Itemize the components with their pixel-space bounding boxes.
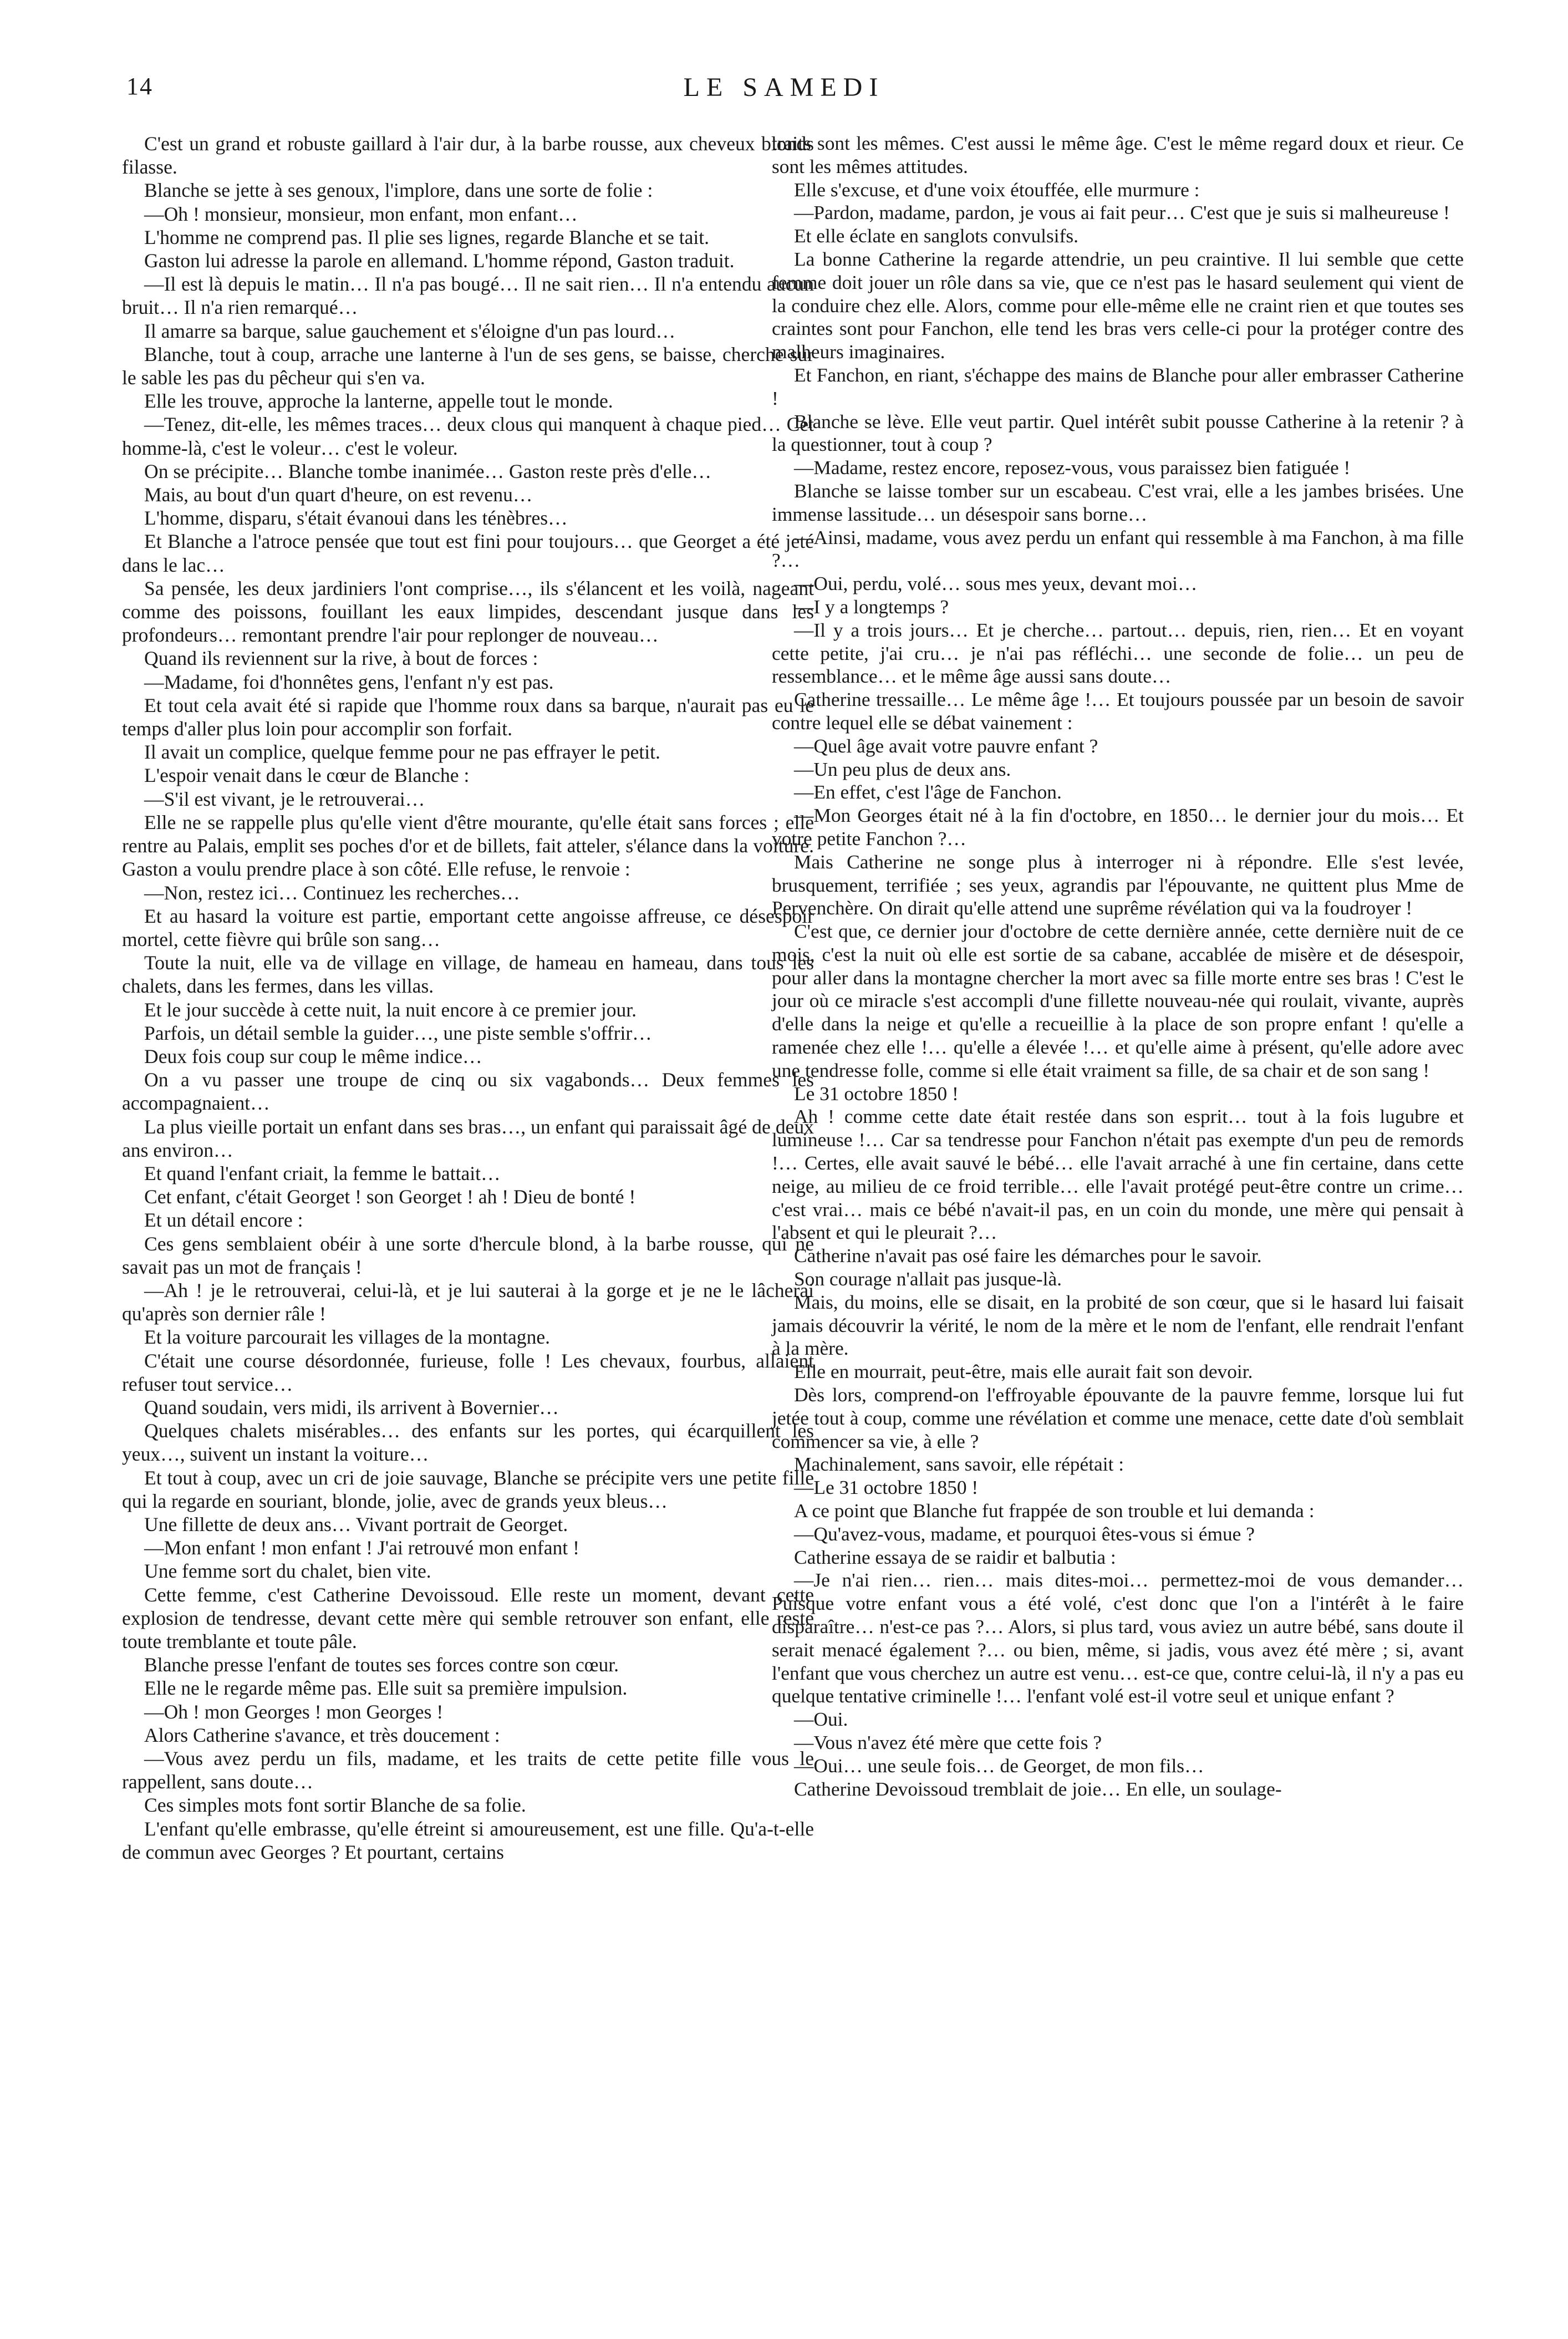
paragraph: Il amarre sa barque, salue gauchement et s'éloigne d'un pas lourd… [144,319,676,342]
paragraph: —S'il est vivant, je le retrouverai… [144,787,425,810]
paragraph: Son courage n'allait pas jusque-là. [794,1268,1062,1290]
paragraph: Elle ne le regarde même pas. Elle suit sa première impulsion. [144,1677,628,1700]
paragraph: —Non, restez ici… Continuez les recherches… [144,881,520,904]
paragraph: traits sont les mêmes. C'est aussi le même âge. C'est le même regard doux et rieur. Ce sont les mêmes attitudes. [772,132,1464,177]
paragraph: Et la voiture parcourait les villages de la montagne. [144,1326,551,1349]
paragraph: —Qu'avez-vous, madame, et pourquoi êtes-vous si émue ? [794,1522,1255,1545]
paragraph: —Je n'ai rien… rien… mais dites-moi… permettez-moi de vous demander… Puisque votre enfant vous a été volé, c'est donc que l'on a l'intérêt à le faire disparaître… n'est-ce pas ?… Alors, si plus tard, vous aviez un autre bébé, sans doute il serait menacé également ?… ou bien, même, si jadis, vous avez été mère ; si, avant l'enfant que vous cherchez un autre est venu… est-ce que, contre celui-là, il n'y a pas eu quelque tentative criminelle !… l'enfant volé est-il votre seul et unique enfant ? [772,1569,1464,1707]
paragraph: Mais Catherine ne songe plus à interroger ni à répondre. Elle s'est levée, brusquement, terrifiée ; ses yeux, agrandis par l'épouvante, ne quittent plus Mme de Pervenchère. On dirait qu'elle attend une suprême révélation qui va la foudroyer ! [772,850,1464,919]
paragraph: Et au hasard la voiture est partie, emportant cette angoisse affreuse, ce désespoir mortel, cette fièvre qui brûle son sang… [122,904,814,950]
paragraph: Elle ne se rappelle plus qu'elle vient d'être mourante, qu'elle était sans forces ; elle rentre au Palais, emplit ses poches d'or et de billets, fait atteler, s'élance dans la voiture. Gaston a voulu prendre place à son côté. Elle refuse, le renvoie : [122,811,814,881]
paragraph: Une femme sort du chalet, bien vite. [144,1560,431,1583]
paragraph: Ces gens semblaient obéir à une sorte d'hercule blond, à la barbe rousse, qui ne savait pas un mot de français ! [122,1232,814,1278]
paragraph: L'homme, disparu, s'était évanoui dans les ténèbres… [144,507,568,530]
paragraph: Mais, au bout d'un quart d'heure, on est revenu… [144,484,533,506]
paragraph: Et Blanche a l'atroce pensée que tout est fini pour toujours… que Georget a été jeté dans le lac… [122,530,814,576]
paragraph: Quand soudain, vers midi, ils arrivent à Bovernier… [144,1396,559,1418]
paragraph: Catherine essaya de se raidir et balbutia : [794,1545,1116,1568]
paragraph: Cette femme, c'est Catherine Devoissoud. Elle reste un moment, devant cette explosion de tendresse, devant cette mère qui semble retrouver son enfant, elle reste toute tremblante et toute pâle. [122,1583,814,1652]
paragraph: —Tenez, dit-elle, les mêmes traces… deux clous qui manquent à chaque pied… Cet homme-là, c'est le voleur… c'est le voleur. [122,413,814,459]
paragraph: Dès lors, comprend-on l'effroyable épouvante de la pauvre femme, lorsque lui fut jetée tout à coup, comme une révélation et comme une menace, cette date d'où semblait commencer sa vie, à elle ? [772,1384,1464,1452]
paragraph: Parfois, un détail semble la guider…, une piste semble s'offrir… [144,1021,652,1044]
paragraph: —Quel âge avait votre pauvre enfant ? [794,734,1098,757]
paragraph: Gaston lui adresse la parole en allemand. L'homme répond, Gaston traduit. [144,250,735,272]
paragraph: Il avait un complice, quelque femme pour ne pas effrayer le petit. [144,741,660,764]
paragraph: Blanche se laisse tomber sur un escabeau. C'est vrai, elle a les jambes brisées. Une immense lassitude… un désespoir sans borne… [772,479,1464,525]
paragraph: —Mon enfant ! mon enfant ! J'ai retrouvé mon enfant ! [144,1537,579,1559]
paragraph: A ce point que Blanche fut frappée de son trouble et lui demanda : [794,1499,1315,1522]
page-number: 14 [126,73,153,100]
paragraph: —Ah ! je le retrouverai, celui-là, et je lui sauterai à la gorge et je ne le lâcherai qu'après son dernier râle ! [122,1279,814,1325]
paragraph: —Oui. [794,1708,848,1731]
paragraph: Et elle éclate en sanglots convulsifs. [794,225,1079,247]
paragraph: —Oui… une seule fois… de Georget, de mon fils… [794,1754,1204,1777]
paragraph: Blanche, tout à coup, arrache une lanterne à l'un de ses gens, se baisse, cherche sur le sable les pas du pêcheur qui s'en va. [122,343,814,389]
paragraph: —Oh ! monsieur, monsieur, mon enfant, mon enfant… [144,202,578,225]
paragraph: Et tout à coup, avec un cri de joie sauvage, Blanche se précipite vers une petite fille qui la regarde en souriant, blonde, jolie, avec de grands yeux bleus… [122,1466,814,1512]
paragraph: Machinalement, sans savoir, elle répétait : [794,1453,1124,1476]
paragraph: Elle les trouve, approche la lanterne, appelle tout le monde. [144,390,613,413]
paragraph: Et tout cela avait été si rapide que l'homme roux dans sa barque, n'aurait pas eu le temps d'aller plus loin pour accomplir son forfait. [122,694,814,740]
paragraph: C'est un grand et robuste gaillard à l'air dur, à la barbe rousse, aux cheveux blonds filasse. [122,133,814,179]
paragraph: —Mon Georges était né à la fin d'octobre, en 1850… le dernier jour du mois… Et votre petite Fanchon ?… [772,804,1464,850]
paragraph: —Oh ! mon Georges ! mon Georges ! [144,1700,444,1723]
paragraph: Blanche se lève. Elle veut partir. Quel intérêt subit pousse Catherine à la retenir ? à la questionner, tout à coup ? [772,410,1464,456]
paragraph: —Ainsi, madame, vous avez perdu un enfant qui ressemble à ma Fanchon, à ma fille ?… [772,526,1464,572]
paragraph: Sa pensée, les deux jardiniers l'ont comprise…, ils s'élancent et les voilà, nageant comme des poissons, fouillant les eaux limpides, descendant jusque dans les profondeurs… remontant prendre l'air pour replonger de nouveau… [122,577,814,647]
paragraph: L'espoir venait dans le cœur de Blanche : [144,764,470,787]
paragraph: On a vu passer une troupe de cinq ou six vagabonds… Deux femmes les accompagnaient… [122,1069,814,1115]
paragraph: Et un détail encore : [144,1209,303,1232]
paragraph: On se précipite… Blanche tombe inanimée… Gaston reste près d'elle… [144,460,712,482]
paragraph: —Le 31 octobre 1850 ! [794,1476,979,1499]
paragraph: Et le jour succède à cette nuit, la nuit encore à ce premier jour. [144,998,637,1021]
right-column [772,132,1464,1801]
paragraph: —En effet, c'est l'âge de Fanchon. [794,781,1062,804]
paragraph: Quand ils reviennent sur la rive, à bout de forces : [144,647,538,670]
paragraph: Toute la nuit, elle va de village en village, de hameau en hameau, dans tous les chalets, dans les fermes, dans les villas. [122,952,814,998]
paragraph: Catherine Devoissoud tremblait de joie… En elle, un soulage- [794,1777,1282,1800]
paragraph: Ah ! comme cette date était restée dans son esprit… tout à la fois lugubre et lumineuse !… Car sa tendresse pour Fanchon n'était pas exempte d'un peu de remords !… Certes, elle avait sauvé le bébé… elle l'avait arraché à une fin certaine, dans cette neige, au milieu de ce froid terrible… elle l'avait protégé peut-être contre un crime… c'est vrai… mais ce bébé n'avait-il pas, en un coin du monde, une mère qui pensait à l'absent et qui le pleurait ?… [772,1105,1464,1244]
paragraph: —Il est là depuis le matin… Il n'a pas bougé… Il ne sait rien… Il n'a entendu aucun bruit… Il n'a rien remarqué… [122,273,814,319]
paragraph: C'était une course désordonnée, furieuse, folle ! Les chevaux, fourbus, allaient refuser tout service… [122,1349,814,1395]
paragraph: La bonne Catherine la regarde attendrie, un peu craintive. Il lui semble que cette femme doit jouer un rôle dans sa vie, que ce n'est pas le hasard seulement qui vient de la conduire chez elle. Alors, comme pour elle-même elle ne craint rien et que toutes ses craintes sont pour Fanchon, elle tend les bras vers celle-ci pour la protéger contre des malheurs imaginaires. [772,247,1464,363]
paragraph: Deux fois coup sur coup le même indice… [144,1045,482,1067]
paragraph: —Madame, foi d'honnêtes gens, l'enfant n'y est pas. [144,670,554,693]
paragraph: Catherine n'avait pas osé faire les démarches pour le savoir. [794,1244,1262,1267]
paragraph: Le 31 octobre 1850 ! [794,1082,959,1105]
paragraph: —Madame, restez encore, reposez-vous, vous paraissez bien fatiguée ! [794,456,1351,479]
paragraph: —Oui, perdu, volé… sous mes yeux, devant moi… [794,572,1198,595]
paragraph: L'enfant qu'elle embrasse, qu'elle étreint si amoureusement, est une fille. Qu'a-t-elle de commun avec Georges ? Et pourtant, certains [122,1817,814,1863]
paragraph: Alors Catherine s'avance, et très doucement : [144,1723,500,1746]
paragraph: —Un peu plus de deux ans. [794,757,1011,780]
paragraph: Elle en mourrait, peut-être, mais elle aurait fait son devoir. [794,1360,1253,1383]
paragraph: La plus vieille portait un enfant dans ses bras…, un enfant qui paraissait âgé de deux ans environ… [122,1115,814,1161]
paragraph: —Il y a trois jours… Et je cherche… partout… depuis, rien, rien… Et en voyant cette petite, j'ai cru… je n'ai pas réfléchi… une seconde de folie… un peu de ressemblance… et le même âge aussi sans doute… [772,618,1464,688]
paragraph: Catherine tressaille… Le même âge !… Et toujours poussée par un besoin de savoir contre lequel elle se débat vainement : [772,688,1464,734]
paragraph: L'homme ne comprend pas. Il plie ses lignes, regarde Blanche et se tait. [144,226,710,248]
paragraph: —I y a longtemps ? [794,595,949,618]
paragraph: Blanche se jette à ses genoux, l'implore, dans une sorte de folie : [144,179,653,202]
paragraph: Et Fanchon, en riant, s'échappe des mains de Blanche pour aller embrasser Catherine ! [772,363,1464,409]
running-head-title: LE SAMEDI [683,73,885,102]
paragraph: Mais, du moins, elle se disait, en la probité de son cœur, que si le hasard lui faisait jamais découvrir la vérité, le nom de la mère et le nom de l'enfant, elle rendrait l'enfant à la mère. [772,1290,1464,1360]
paragraph: Blanche presse l'enfant de toutes ses forces contre son cœur. [144,1654,619,1676]
left-column [122,132,814,1864]
paragraph: Et quand l'enfant criait, la femme le battait… [144,1162,501,1184]
paragraph: —Pardon, madame, pardon, je vous ai fait peur… C'est que je suis si malheureuse ! [794,201,1450,224]
paragraph: —Vous n'avez été mère que cette fois ? [794,1731,1102,1753]
paragraph: Ces simples mots font sortir Blanche de sa folie. [144,1794,526,1817]
paragraph: Cet enfant, c'était Georget ! son Georget ! ah ! Dieu de bonté ! [144,1186,636,1208]
paragraph: Une fillette de deux ans… Vivant portrait de Georget. [144,1513,568,1535]
paragraph: C'est que, ce dernier jour d'octobre de cette dernière année, cette dernière nuit de ce mois, c'est la nuit où elle est sortie de sa cabane, accablée de misère et de désespoir, pour aller dans la montagne chercher la mort avec sa fille morte entre ses bras ! C'est le jour où ce miracle s'est accompli d'une fillette nouveau-née qui roulait, vivante, auprès d'elle dans la neige et qu'elle a recueillie à la place de son propre enfant ! qu'elle a ramenée chez elle !… qu'elle a élevée !… et qu'elle aime à présent, qu'elle adore avec une tendresse folle, comme si elle était vraiment sa fille, de sa chair et de son sang ! [772,920,1464,1081]
paragraph: Quelques chalets misérables… des enfants sur les portes, qui écarquillent les yeux…, suivent un instant la voiture… [122,1420,814,1466]
paragraph: Elle s'excuse, et d'une voix étouffée, elle murmure : [794,178,1200,201]
paragraph: —Vous avez perdu un fils, madame, et les traits de cette petite fille vous le rappellent, sans doute… [122,1747,814,1793]
